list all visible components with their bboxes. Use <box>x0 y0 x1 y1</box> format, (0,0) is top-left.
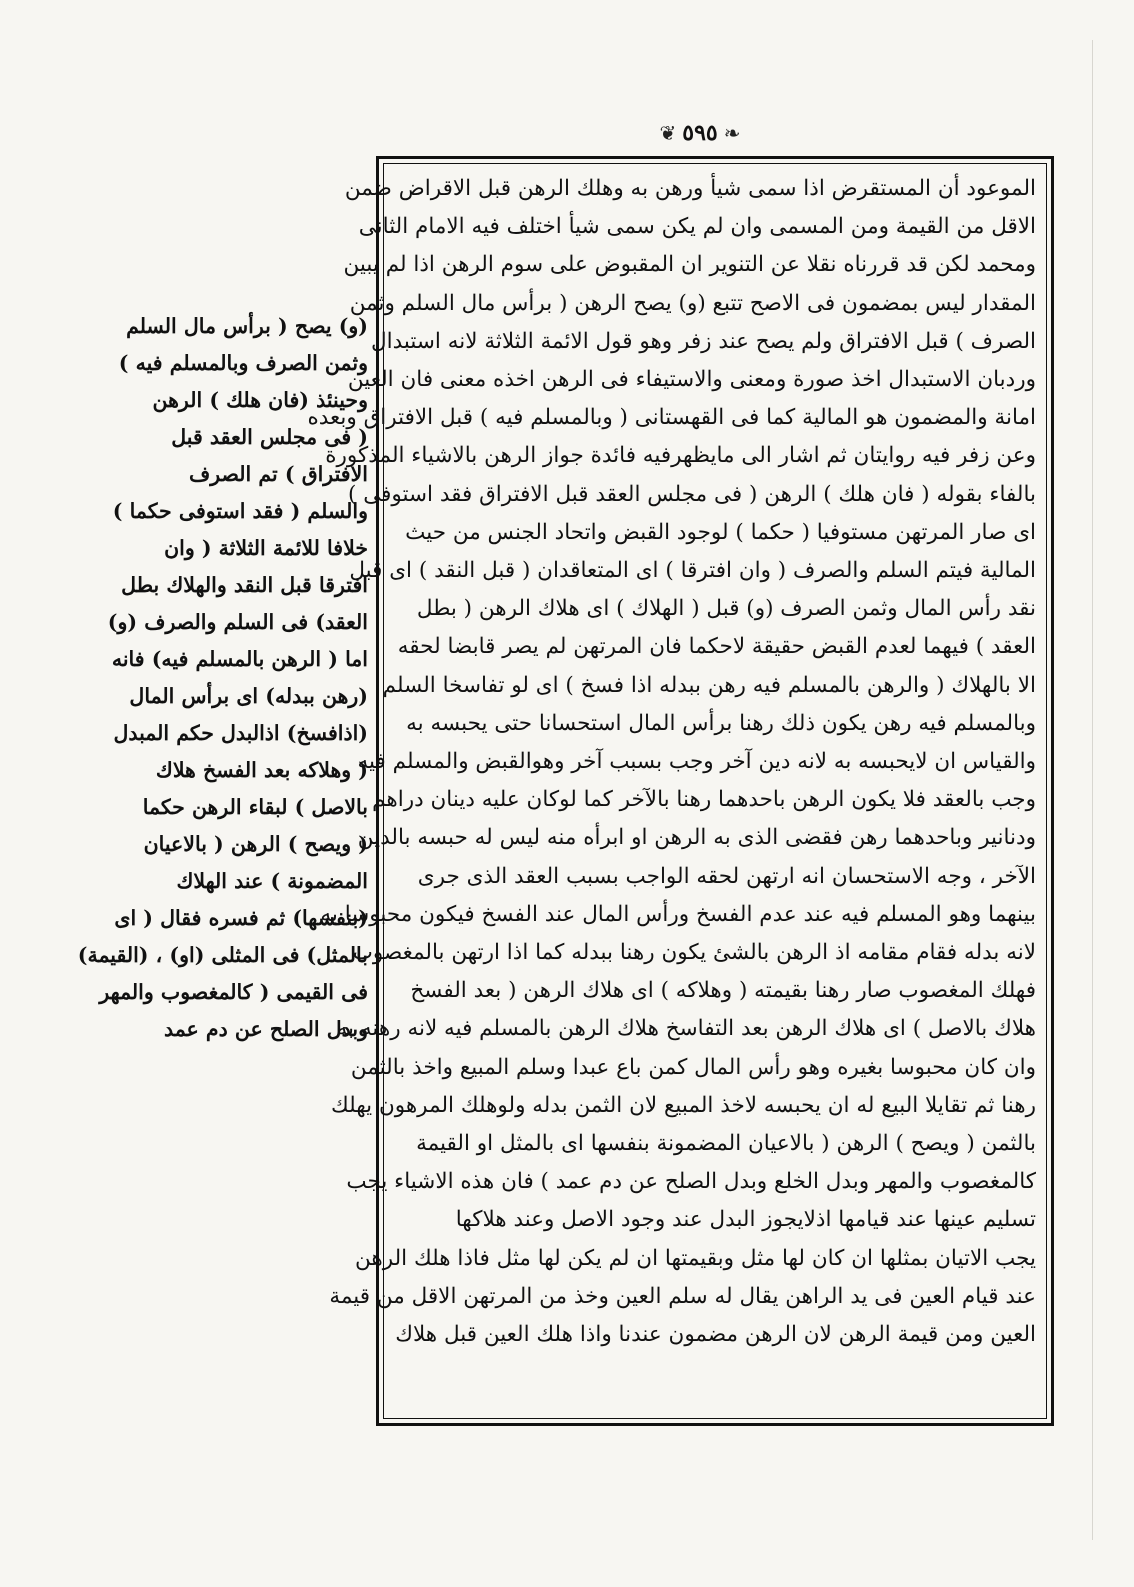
main-text-frame <box>307 156 1054 1426</box>
page-edge-rule <box>1092 40 1093 1540</box>
main-text-line: ومحمد لكن قد قررناه نقلا عن التنوير ان المقبوض على سوم الرهن اذا لم يبين <box>343 252 1036 278</box>
main-text-line: يجب الاتيان بمثلها ان كان لها مثل وبقيمتها ان لم يكن لها مثل فاذا هلك الرهن <box>355 1245 1036 1271</box>
margin-text-line: افترقا قبل النقد والهلاك بطل <box>121 573 368 597</box>
main-text-line: والقياس ان لايحبسه به لانه دين آخر وجب بسبب آخر وهوالقبض والمسلم فيه <box>357 749 1036 775</box>
margin-text-line: اما ( الرهن بالمسلم فيه) فانه <box>111 647 368 671</box>
main-text-line: الاقل من القيمة ومن المسمى وان لم يكن سمى شيأ اختلف فيه الامام الثانى <box>358 214 1036 240</box>
main-text-line: وجب بالعقد فلا يكون الرهن باحدهما رهنا بالآخر كما لوكان عليه دينان دراهم <box>372 787 1036 813</box>
margin-text-line: ( وهلاكه بعد الفسخ هلاك <box>155 758 368 782</box>
margin-text-line: خلافا للائمة الثلاثة ( وان <box>164 536 368 560</box>
main-text-line: لانه بدله فقام مقامه اذ الرهن بالشئ يكون رهنا ببدله كما اذا ارتهن بالمغصوب <box>352 940 1036 966</box>
main-text-inner-border <box>307 163 1047 1419</box>
page-header <box>620 118 780 148</box>
main-text-line: الآخر ، وجه الاستحسان انه ارتهن لحقه الواجب بسبب العقد الذى جرى <box>417 863 1036 889</box>
right-ornament-icon: ❧ <box>723 121 741 145</box>
main-text-line: الموعود أن المستقرض اذا سمى شيأ ورهن به وهلك الرهن قبل الاقراض ضمن <box>344 176 1036 201</box>
margin-text-line: وحينئذ (فان هلك ) الرهن <box>152 388 368 412</box>
main-text-line: وعن زفر فيه روايتان ثم اشار الى مايظهرفيه فائدة جواز الرهن بالاشياء المذكورة <box>325 443 1036 469</box>
margin-text-line: ( فى مجلس العقد قبل <box>171 425 368 449</box>
margin-text-line: العقد) فى السلم والصرف (و) <box>107 610 368 634</box>
main-text-line: الا بالهلاك ( والرهن بالمسلم فيه رهن ببدله اذا فسخ ) اى لو تفاسخا السلم <box>382 672 1036 698</box>
main-text-line: العقد ) فيهما لعدم القبض حقيقة لاحكما فان المرتهن لم يصر قابضا لحقه <box>397 634 1036 660</box>
margin-text-line: المضمونة ) عند الهلاك <box>176 869 368 893</box>
main-text-line: رهنا ثم تقايلا البيع له ان يحبسه لاخذ المبيع لان الثمن بدله ولوهلك المرهون يهلك <box>330 1092 1036 1118</box>
main-text-line: اى صار المرتهن مستوفيا ( حكما ) لوجود القبض واتحاد الجنس من حيث <box>405 519 1036 545</box>
margin-text-line: (رهن ببدله) اى برأس المال <box>129 684 368 708</box>
margin-text-line: وبدل الصلح عن دم عمد <box>163 1017 368 1041</box>
main-text-line: وبالمسلم فيه رهن يكون ذلك رهنا برأس المال استحسانا حتى يحبسه به <box>406 710 1036 736</box>
main-text-line: تسليم عينها عند قيامها اذلايجوز البدل عند وجود الاصل وعند هلاكها <box>455 1207 1036 1233</box>
main-text-line: العين ومن قيمة الرهن لان الرهن مضمون عندنا واذا هلك العين قبل هلاك <box>395 1322 1036 1348</box>
main-text-line: وان كان محبوسا بغيره وهو رأس المال كمن باع عبدا وسلم المبيع واخذ بالثمن <box>350 1054 1036 1080</box>
main-text-line: فهلك المغصوب صار رهنا بقيمته ( وهلاكه ) اى هلاك الرهن ( بعد الفسخ <box>410 978 1036 1004</box>
main-text-line: عند قيام العين فى يد الراهن يقال له سلم العين وخذ من المرتهن الاقل من قيمة <box>329 1283 1036 1309</box>
margin-text <box>77 308 368 1048</box>
main-text-line: نقد رأس المال وثمن الصرف (و) قبل ( الهلاك ) اى هلاك الرهن ( بطل <box>416 596 1036 622</box>
page-number: ٥٩٥ <box>682 120 718 146</box>
margin-text-line: وثمن الصرف وبالمسلم فيه ) <box>118 351 368 375</box>
margin-text-line: والسلم ( فقد استوفى حكما ) <box>112 499 368 523</box>
margin-text-line: الافتراق ) تم الصرف <box>188 462 368 486</box>
main-text-line: المالية فيتم السلم والصرف ( وان افترقا ) اى المتعاقدان ( قبل النقد ) اى قبل <box>349 558 1036 584</box>
main-text-line: بالثمن ( ويصح ) الرهن ( بالاعيان المضمونة بنفسها اى بالمثل او القيمة <box>416 1131 1036 1157</box>
left-ornament-icon: ❦ <box>659 121 677 145</box>
main-text-line: هلاك بالاصل ) اى هلاك الرهن بعد التفاسخ هلاك الرهن بالمسلم فيه لانه رهنه به <box>336 1016 1036 1042</box>
margin-text-line: فى القيمى ( كالمغصوب والمهر <box>99 980 368 1004</box>
margin-text-line: ( ويصح ) الرهن ( بالاعيان <box>143 832 368 856</box>
main-text-line: الصرف ) قبل الافتراق ولم يصح عند زفر وهو قول الائمة الثلاثة لانه استبدال <box>371 328 1036 354</box>
main-text-line: بينهما وهو المسلم فيه عند عدم الفسخ ورأس المال عند الفسخ فيكون محبوسا به <box>320 901 1036 927</box>
main-text <box>307 170 1036 1354</box>
main-text-line: بالفاء بقوله ( فان هلك ) الرهن ( فى مجلس العقد قبل الافتراق فقد استوفى ) <box>348 481 1036 507</box>
main-text-line: ودنانير وباحدهما رهن فقضى الذى به الرهن او ابرأه منه ليس له حبسه بالدين <box>357 825 1036 851</box>
margin-text-line: (و) يصح ( برأس مال السلم <box>126 314 368 338</box>
main-text-line: كالمغصوب والمهر وبدل الخلع وبدل الصلح عن دم عمد ) فان هذه الاشياء يجب <box>346 1169 1036 1195</box>
margin-text-line: (اذافسخ) اذالبدل حكم المبدل <box>113 721 368 745</box>
main-text-line: امانة والمضمون هو المالية كما فى القهستانى ( وبالمسلم فيه ) قبل الافتراق وبعده <box>307 405 1036 431</box>
margin-text-line: بالاصل ) لبقاء الرهن حكما <box>142 795 368 819</box>
main-text-line: وردبان الاستبدال اخذ صورة ومعنى والاستيفاء فى الرهن اخذه معنى فان العين <box>347 367 1036 393</box>
margin-text-line: بالمثل) فى المثلى (او) ، (القيمة) <box>77 943 368 967</box>
margin-text-line: (بنفسها) ثم فسره فقال ( اى <box>114 906 368 930</box>
main-text-line: المقدار ليس بمضمون فى الاصح تتبع (و) يصح الرهن ( برأس مال السلم وثمن <box>349 290 1036 316</box>
